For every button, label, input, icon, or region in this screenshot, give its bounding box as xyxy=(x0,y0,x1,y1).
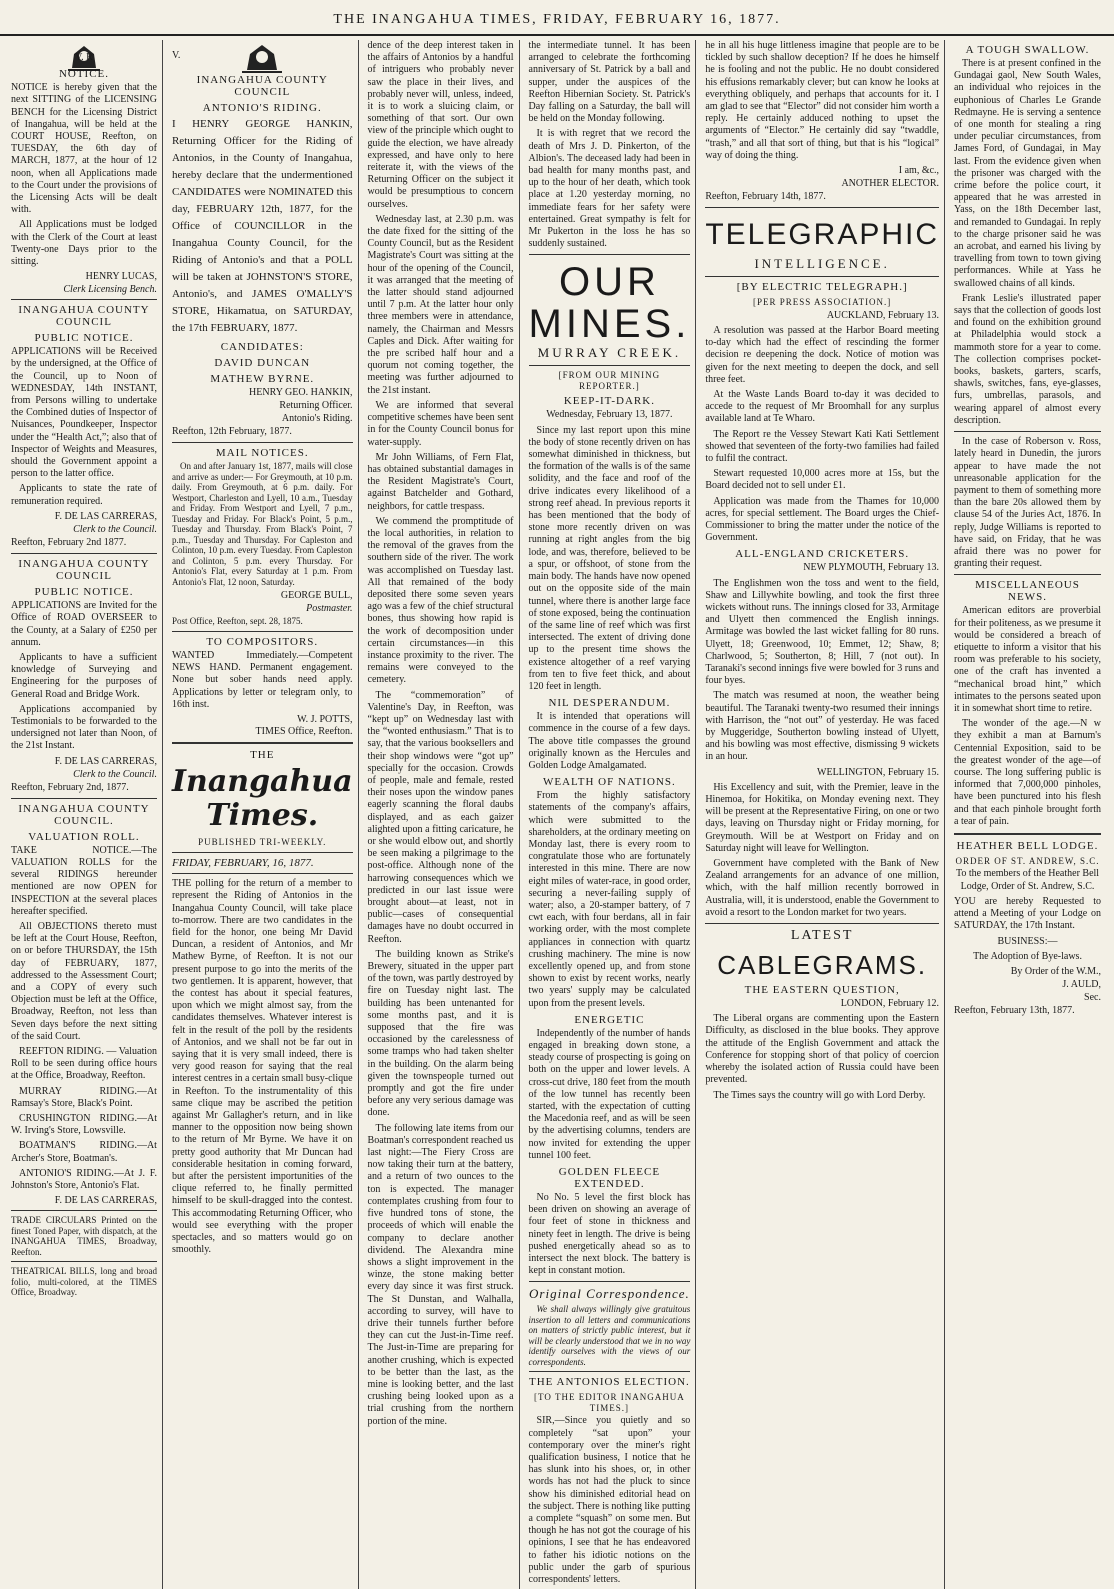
wellington-dateline: WELLINGTON, February 15. xyxy=(817,766,940,778)
murray-creek-heading: MURRAY CREEK. xyxy=(537,345,682,361)
lodge-date: Reefton, February 13th, 1877. xyxy=(954,1004,1075,1016)
lodge-secretary-title: Sec. xyxy=(1084,991,1101,1003)
electric-telegraph-label: [BY ELECTRIC TELEGRAPH.] xyxy=(736,281,908,294)
obituary-paragraph: It is with regret that we record the death of Mrs J. D. Pinkerton, of the Albion's. The deceased lady had been in bad health for many months past, and up to the hour of her death, which took place at 1.20 yesterday morning, no immediate fears for her safety were entertained. Great sympathy is felt for Mr Pukerton in the loss he has so suddenly sustained. xyxy=(528,128,691,250)
lodge-adoption: The Adoption of Bye-laws. xyxy=(973,950,1082,962)
wanted-signature: W. J. POTTS, xyxy=(297,713,353,725)
wellington-body: His Excellency and suit, with the Premier, leave in the Hinemoa, for Hokitika, on Monday evening next. They will be present at the Representative Firing, on one or two days, leaving on Thursday night or Friday morning, for Greymouth. Will be at Westport on Friday and on Saturday night will leave for Wellington. xyxy=(705,781,940,854)
tough-swallow-body: There is at present confined in the Gundagai gaol, New South Wales, an individual who rejoices in the euphonious of Charles Le Grande Redmayne. He is serving a sentence of one month for stealing a ring under peculiar circumstances, from James Ford, of Gundagai, in May last. From the evidence given when the prisoner was charged with the crime before the police court, it appeared that he was arrested in Yass, on the 18th December last, and remanded to Gundagai. In reply to the charge prisoner said he was an acrobat, and earned his living by travelling from town to town giving performances. While at Yass he swallowed chains of all kinds. xyxy=(954,58,1101,289)
boatmans-items-paragraph: The following late items from our Boatman's correspondent reached us last night:—The Fiery Cross are now taking their turn at the battery, and a return of two ounces to the ton is expected. The manager contemplates crushing from four to five hundred tons of stone, the proceeds of which will enable the company to declare another dividend. The Alexandra mine shows a slight improvement in the winze, the stone making better every day since it was first struck. The St Dunstan, and Walhalla, according to survey, will have to drive their tunnels further before they can cut the Just-in-Time reef. The Just-in-Time are preparing for another crushing, which is expected to be better than the last, as the mine is looking better, and the last crushing being looked upon as a trial crushing from the northern portion of the mine. xyxy=(367,1122,514,1427)
postmaster-name: GEORGE BULL, xyxy=(280,590,353,602)
public-notice-body: APPLICATIONS will be Received by the undersigned, at the Office of the Council, up to Noon of WEDNESDAY, 14th INSTANT, from Persons willing to undertake the Combined duties of Inspector of Nuisances, Poundkeeper, Inspector under the “Health Act,”; also that of Inspector of Weights and Measures, should the Government appoint a person to the latter office. xyxy=(11,346,157,480)
council-heading-3: INANGAHUA COUNTY COUNCIL. xyxy=(18,802,150,827)
theatrical-bills-ad: THEATRICAL BILLS, long and broad folio, multi-colored, at the TIMES Office, Broadway. xyxy=(11,1266,157,1298)
vessey-body: The Report re the Vessey Stewart Kati Kati Settlement showed that seventeen of the forty-two families had failed to fulfil the contract. xyxy=(705,428,940,464)
correspondence-heading: Original Correspondence. xyxy=(529,1286,690,1302)
mail-notices-heading: MAIL NOTICES. xyxy=(215,447,309,460)
london-body: The Liberal organs are commenting upon the Eastern Difficulty, as disclosed in the blue books. They approve the attitude of the English Government and attack the Conference for stopping short of that policy of coercion whereby the isolated action of Russia could have been prevented. xyxy=(705,1013,940,1086)
letter-closing: I am, &c., xyxy=(898,165,940,177)
golden-fleece-heading: GOLDEN FLEECE EXTENDED. xyxy=(558,1166,661,1191)
lodge-members-line: To the members of the Heather Bell Lodge, Order of St. Andrew, S.C. xyxy=(955,868,1100,892)
divider xyxy=(172,631,353,632)
miscellaneous-body: American editors are proverbial for their politeness, as we presume it would be considered a breach of etiquette to inform a visitor that his room was preferable to his society, one of the craft has invented a “mechanical broad hint,” which intimates to the persons seated upon it in somewhat short time to retire. xyxy=(954,605,1101,714)
wonder-of-age-body: The wonder of the age.—N w they exhibit a man at Barnum's Centennial Exposition, said to be the greatest wonder of the age—of course. The long suffering public is informed that 7,000,000 pinholes, have been punctured into his flesh and that each pinhole brought forth a tear of pain. xyxy=(954,718,1101,827)
our-mines-heading: OUR MINES. xyxy=(528,260,691,347)
council-heading: INANGAHUA COUNTY COUNCIL xyxy=(196,74,328,99)
wanted-ad: WANTED Immediately.—Competent NEWS HAND. Permanent engagement. None but sober hands need apply. Applications by letter or telegram only, to 16th inst. xyxy=(171,649,353,710)
riding-item: CRUSHINGTON RIDING.—At W. Irving's Store, Lowsville. xyxy=(11,1113,157,1137)
lodge-meeting-notice: YOU are hereby Requested to attend a Meeting of your Lodge on SATURDAY, the 17th Instant. xyxy=(954,895,1101,932)
public-notice-date: Reefton, February 2nd 1877. xyxy=(11,536,127,548)
issue-dateline: FRIDAY, FEBRUARY, 16, 1877. xyxy=(171,856,314,869)
energetic-heading: ENERGETIC xyxy=(574,1013,645,1026)
road-overseer-signature-title: Clerk to the Council. xyxy=(73,768,157,780)
lodge-by-order: By Order of the W.M., xyxy=(1010,965,1101,977)
divider xyxy=(529,1371,691,1372)
columns xyxy=(8,40,1106,1586)
thames-body: Application was made from the Thames for 10,000 acres, for special settlement. The Board urges the Chief-Commissioner to bring the matter under the notice of the Government. xyxy=(705,495,940,544)
antonios-election-heading: THE ANTONIOS ELECTION. xyxy=(529,1376,690,1389)
keep-it-dark-date: Wednesday, February 13, 1877. xyxy=(546,409,673,421)
lodge-business: BUSINESS:— xyxy=(997,935,1058,947)
divider xyxy=(11,553,157,554)
heather-bell-heading: HEATHER BELL LODGE. xyxy=(956,839,1099,852)
candidate-1: DAVID DUNCAN xyxy=(214,357,311,370)
waste-lands-body: At the Waste Lands Board to-day it was decided to accede to the request of Mr Broomhall for any surplus available land at Te Wharo. xyxy=(705,388,940,425)
st-patrick-paragraph: the intermediate tunnel. It has been arranged to celebrate the forthcoming anniversary of St. Patrick by a ball and supper, under the auspices of the Reefton Hibernian Society. St. Patrick's Day falling on a Saturday, the ball will be held on the Monday following. xyxy=(528,40,691,125)
water-supply-paragraph: We are informed that several competitive schemes have been sent in for the County Council bonus for water-supply. xyxy=(367,399,514,448)
divider xyxy=(172,852,353,853)
cricket-body: The Englishmen won the toss and went to the field, Shaw and Lillywhite bowling, and took the first three wickets without runs. The innings closed for 33, Armitage and Ulyett then commenced the English innings. Armitage was bowled the last wicket falling for 80 runs. Ulyett, 18; Greenwood, 10; Emmet, 12; Shaw, 8; Charlwood, 5; Southerton, 8; Hill, 7 (not out). In Taranaki's second innings five were bowled for 3 runs and four byes. xyxy=(705,577,940,687)
public-notice-signature: F. DE LAS CARRERAS, xyxy=(54,510,157,522)
riding-heading: ANTONIO'S RIDING. xyxy=(202,102,322,115)
valuation-body: TAKE NOTICE.—The VALUATION ROLLS for the several RIDINGS hereunder mentioned are now OPEN for INSPECTION at the several places hereafter specified. xyxy=(11,844,157,917)
post-office-date: Post Office, Reefton, sept. 28, 1875. xyxy=(171,616,303,627)
intelligence-heading: INTELLIGENCE. xyxy=(754,256,890,272)
compositors-heading: TO COMPOSITORS. xyxy=(206,635,319,648)
vr-label: V. R xyxy=(75,52,93,63)
divider xyxy=(705,207,939,208)
nomination-date: Reefton, 12th February, 1877. xyxy=(171,426,292,438)
wanted-signature-office: TIMES Office, Reefton. xyxy=(255,725,353,737)
eastern-question-heading: THE EASTERN QUESTION, xyxy=(744,984,900,997)
divider xyxy=(172,442,353,443)
keep-it-dark-heading: KEEP-IT-DARK. xyxy=(563,395,655,408)
divider xyxy=(172,873,353,874)
returning-officer-title: Returning Officer. xyxy=(279,400,353,412)
press-association-label: [PER PRESS ASSOCIATION.] xyxy=(753,297,892,308)
correspondence-note: We shall always willingly give gratuitous insertion to all letters and communications on matters of strictly public interest, but it will be clearly understood that we in no way identify ourselves with the views of our correspondents. xyxy=(528,1304,691,1367)
leader-article: THE polling for the return of a member to represent the Riding of Antonios in the Inangahua County Council, will take place to-morrow. There are two candidates in the field for the honor, one being Mr David Duncan, a resident of Antonios, and Mr Mathew Byrne, of Reefton. It is not our present purpose to go into the merits of the two gentlemen. It is apparent, however, that the contest has about it special features, upon which we might almost say, from the candidates themselves. Whatever interest is felt in the result of the poll by the residents of Antonios, and we shall not be far out in saying that it is very small indeed, there is very good reason for saying that the real interest centres in a certain small busy-clique in Reefton. To the instrumentality of this same clique may be ascribed the petition against Mr Gallagher's return, and in like manner to the opposition now being shown to the return of Mr Byrne. We have it on pretty good authority that Mr Duncan had considerable hesitation in coming forward, but after the persistent importunities of the clique referred to, he finally permitted himself to be skull-dragged into the contest. This accommodating Returning Officer, who would see everything with the proper spectacles, and so matters would go on smoothly. xyxy=(171,878,353,1256)
cricket-match-body: The match was resumed at noon, the weather being beautiful. The Taranaki twenty-two resumed their innings with Harrison, the “not out” of yesterday. He was faced by Muggeridge, Southerton bowling instead of Ulyett, and his bowling was most effective, dismissing 9 wickets in an hour. xyxy=(705,690,940,763)
wealth-of-nations-heading: WEALTH OF NATIONS. xyxy=(543,776,676,789)
government-loan-body: Government have completed with the Bank of New Zealand arrangements for an advance of one million, which, with the half million recently borrowed in Australia, will, it is understood, enable the Government to avoid a resort to the London market for two years. xyxy=(705,858,940,918)
v-label: V. xyxy=(171,50,181,61)
column-6 xyxy=(951,40,1106,1589)
divider xyxy=(11,798,157,799)
notice-body-2: All Applications must be lodged with the Clerk of the Court at least Twenty-one Days prior to the sitting. xyxy=(11,219,157,268)
valuation-heading: VALUATION ROLL. xyxy=(28,830,140,843)
telegraphic-heading: TELEGRAPHIC xyxy=(705,218,940,252)
divider xyxy=(529,254,691,255)
letter-signature: ANOTHER ELECTOR. xyxy=(841,178,940,190)
leader-article-continued: dence of the deep interest taken in the affairs of Antonios by a handful of intriguers who probably never saw the place in their lives, and probably never will, unless, indeed, it is to work a sluicing claim, or something of that sort. Our own view of the principle which ought to guide the election, we have already expressed, and have only to here reiterate it, with the views of the Returning Officer on the subject it would be presumptious to concern ourselves. xyxy=(367,40,514,210)
road-overseer-body-2: Applicants to have a sufficient knowledge of Surveying and Engineering for the purposes of General Road and Bridge Work. xyxy=(11,651,157,700)
returning-officer-riding: Antonio's Riding. xyxy=(281,413,353,425)
postmaster-title: Postmaster. xyxy=(306,603,353,615)
cattle-trespass-paragraph: Mr John Williams, of Fern Flat, has obtained substantial damages in the Resident Magistrate's Court, against Batchelder and Gothard, neighbors, for cattle trespass. xyxy=(367,451,514,512)
riding-item: BOATMAN'S RIDING.—At Archer's Store, Boatman's. xyxy=(11,1140,157,1164)
valuation-body-2: All OBJECTIONS thereto must be left at the Court House, Reefton, on or before THURSDAY, the 15th day of FEBRUARY, 1877, addressed to the Assessment Court; and a COPY of every such Objection must be left at the Office, Broadway, Reefton, not less than Seven days before the next sitting of the said Court. xyxy=(11,920,157,1042)
stewart-body: Stewart requested 10,000 acres more at 15s, but the Board decided not to sell under £1. xyxy=(705,468,940,492)
divider xyxy=(529,1281,691,1282)
new-plymouth-dateline: NEW PLYMOUTH, February 13. xyxy=(803,562,940,574)
order-label: ORDER OF ST. ANDREW, S.C. xyxy=(955,855,1100,866)
auckland-dateline: AUCKLAND, February 13. xyxy=(826,309,940,321)
divider xyxy=(11,299,157,300)
latest-heading: LATEST xyxy=(790,928,854,944)
divider xyxy=(954,574,1101,575)
divider xyxy=(11,1210,157,1211)
letter-continued: he in all his huge littleness imagine that people are to be tickled by such shallow deception? If he does he himself he is fooling and not the public. He no doubt considered his effusions remarkably clever; but can know he looks at everything obliquely, and perhaps that accounts for it. I am glad to see that “Elector” did not consider him worth a reply. He certainly adduced nothing to upset the arguments of “Elector.” He certainly did say “twaddle, “trash,” and all that sort of thing, but that is his “logical” way of doing the thing. xyxy=(705,40,940,161)
notice-body: NOTICE is hereby given that the next SITTING of the LICENSING BENCH for the Licensing District of Inangahua, will be held at the COURT HOUSE, Reefton, on TUESDAY, the 6th day of MARCH, 1877, at the hour of 12 noon, when all Applications made to the Court under the provisions of the Licensing Acts will be dealt with. xyxy=(11,82,157,216)
nomination-body: I HENRY GEORGE HANKIN, Returning Officer for the Riding of Antonios, in the County of Inangahua, hereby declare that the undermentioned CANDIDATES were NOMINATED this day, FEBRUARY 12th, 1877, for the Office of COUNCILLOR in the Inangahua County Council, for the Riding of Antonio's and that a POLL will be taken at JOHNSTON'S STORE, Antonio's, and JAMES O'MALLY'S STORE, Hikamatua, on SATURDAY, the 17th FEBRUARY, 1877. xyxy=(171,118,353,335)
column-3 xyxy=(365,40,520,1589)
nil-desperandum-body: It is intended that operations will commence in the course of a few days. The above title compasses the ground originally known as the Hercules and Golden Lodge Amalgamated. xyxy=(528,711,691,771)
road-overseer-body-3: Applications accompanied by Testimonials to be forwarded to the undersigned not later than Noon, of the 21st Instant. xyxy=(11,703,157,752)
jurors-paragraph: In the case of Roberson v. Ross, lately heard in Dunedin, the jurors appear to have made the not unreasonable application for the payment to them of something more than the bare 20s allowed them by clause 54 of the Juries Act, 1876. In reply, Judge Williams is reported to have said, on Friday, that he was afraid there was no power for granting their request. xyxy=(954,436,1101,570)
road-overseer-signature: F. DE LAS CARRERAS, xyxy=(54,755,157,767)
divider xyxy=(529,365,691,366)
graves-paragraph: We commend the promptitude of the local authorities, in relation to the removal of the graves from the southern side of the river. The work was accomplished on Tuesday last. All that remained of the body deposited there some seven years ago was a few of the chief structural bones, thus showing how rapid is the work of decomposition under certain circumstances—in this instance proximity to the river. The remains were conveyed to the cemetery. xyxy=(367,515,514,686)
valentine-paragraph: The “commemoration” of Valentine's Day, in Reefton, was “kept up” on Wednesday last with the “wonted enthusiasm.” That is to say, that the various booksellers and their shop windows were “got up” specially for the occasion. Crowds of people, male and female, rested their noses upon the window panes eagerly scanning the floral daubs displayed, and as each gaizer alighted upon a fitting caricature, he or she would elbow out, and shortly be seen making a pilgrimage to the post-office. Although none of the harrowing consequences which we predicted in our last issue were brought about—at least, not in public—cases of consequential damages have no doubt occurred in Reefton. xyxy=(367,689,514,945)
published-tri-weekly: PUBLISHED TRI-WEEKLY. xyxy=(198,837,327,848)
road-overseer-body: APPLICATIONS are Invited for the Office of ROAD OVERSEER to the County, at a Salary of £250 per annum. xyxy=(11,600,157,648)
column-4 xyxy=(526,40,697,1589)
public-notice-heading: PUBLIC NOTICE. xyxy=(34,332,134,345)
candidate-2: MATHEW BYRNE. xyxy=(210,373,315,386)
column-2 xyxy=(169,40,359,1589)
road-overseer-date: Reefton, February 2nd, 1877. xyxy=(11,781,129,793)
letter-date: Reefton, February 14th, 1877. xyxy=(705,191,826,203)
cablegrams-heading: CABLEGRAMS. xyxy=(717,950,928,981)
to-editor-label: [TO THE EDITOR INANGAHUA TIMES.] xyxy=(534,1392,685,1413)
letter-body: SIR,—Since you quietly and so completely “sat upon” your contemporary over the miner's right qualification business, I notice that he has slunk into his shoes, or, in other words has not had the pluck to since show his diminished editorial head on the subject. There is nothing like putting a complete “squash” on some men. But though he has not got the courage of his opinions, I see that he has endeavored to father his idiotic notions on the public under the garb of spurious correspondents' letters. xyxy=(528,1415,691,1586)
cricketers-heading: ALL-ENGLAND CRICKETERS. xyxy=(735,548,910,561)
notice-signature-title: Clerk Licensing Bench. xyxy=(63,284,157,296)
nil-desperandum-heading: NIL DESPERANDUM. xyxy=(548,697,671,710)
brewery-fire-paragraph: The building known as Strike's Brewery, situated in the upper part of the town, was partly destroyed by fire on Tuesday night last. The building has been untenanted for some months past, and it is supposed that the fire was occasioned by the carelessness of some tramps who had taken shelter in the building. On the alarm being given the townspeople turned out promptly and got the fire under before any very serious damage was done. xyxy=(367,948,514,1119)
wealth-of-nations-body: From the highly satisfactory statements of the company's affairs, which were submitted to the shareholders, at the ordinary meeting on Monday last, there is every room to congratulate those who are fortunately interested in this mine. There are now eight miles of water-race, in good order, securing a never-failing supply of water; also, a 20-stamper battery, of 7 cwt each, with four berdans, all in fair working order, with the most complete appliances in connection with quartz crushing machinery. The mine is now excellently opened up, and from stone shown to exist by recent works, nearly two years' supply may be calculated upon from the present levels. xyxy=(528,790,691,1009)
riding-item: REEFTON RIDING. — Valuation Roll to be seen during office hours at the Office, Broadway, Reefton. xyxy=(11,1045,157,1082)
auckland-body: A resolution was passed at the Harbor Board meeting to-day which had the effect of rescinding the former decision re deepening the dock. Notice of motion was given for the next meeting to deepen the dock, and sell three feet. xyxy=(705,324,940,385)
column-1 xyxy=(8,40,163,1589)
masthead xyxy=(0,0,1114,36)
mining-reporter-label: [FROM OUR MINING REPORTER.] xyxy=(558,370,661,391)
public-notice-signature-title: Clerk to the Council. xyxy=(73,523,157,535)
riding-item: MURRAY RIDING.—At Ramsay's Store, Black's Point. xyxy=(11,1085,157,1109)
notice-title: NOTICE. xyxy=(58,68,110,81)
divider xyxy=(172,742,353,744)
london-dateline: LONDON, February 12. xyxy=(840,998,940,1010)
notice-signature: HENRY LUCAS, xyxy=(85,271,157,283)
divider xyxy=(705,276,939,277)
public-notice-body-2: Applicants to state the rate of remuneration required. xyxy=(11,483,157,507)
valuation-signature: F. DE LAS CARRERAS, xyxy=(54,1195,157,1207)
masthead-title: THE INANGAHUA TIMES, FRIDAY, FEBRUARY 16, 1877. xyxy=(333,12,781,27)
times-body: The Times says the country will go with Lord Derby. xyxy=(713,1089,926,1101)
riding-item: ANTONIO'S RIDING.—At J. F. Johnston's Store, Antonio's Flat. xyxy=(11,1167,157,1192)
paper-title: Inangahua Times. xyxy=(171,764,353,834)
public-notice-heading-2: PUBLIC NOTICE. xyxy=(34,586,134,599)
divider xyxy=(954,833,1101,835)
candidates-heading: CANDIDATES: xyxy=(220,341,304,354)
lost-and-found-body: Frank Leslie's illustrated paper says that the collection of goods lost and found on the exhibition ground at Philadelphia would stock a mammoth store for a year to come. The collection comprises pocket-books, baskets, garters, scarfs, shawls, switches, fans, eye-glasses, furs, umbrellas, parasols, and wearing apparel of almost every description. xyxy=(954,292,1101,426)
tough-swallow-heading: A TOUGH SWALLOW. xyxy=(965,44,1090,56)
council-heading: INANGAHUA COUNTY COUNCIL xyxy=(18,304,150,329)
county-council-paragraph: Wednesday last, at 2.30 p.m. was the date fixed for the sitting of the County Council, but as the Resident Magistrate's Court was sitting at the hour of the opening of the Council, it was arranged that the meeting of the latter should stand adjourned until 7 p.m. At the latter hour only three members were in attendance, namely, the Chairman and Messrs Caples and Dick. After waiting for the pre scribed half hour and a quorum not coming together, the meeting was further adjourned to the 21st instant. xyxy=(367,213,514,396)
paper-title-the: THE xyxy=(250,749,275,762)
keep-it-dark-body: Since my last report upon this mine the body of stone recently driven on has somewhat diminished in thickness, but the formation of the walls is of the same solidity, and the face and roof of the drive indicates every likelihood of a strong reef ahead. In previous reports it has been mentioned that the body of stone more recently driven on was running at right angles from the big lode, and was, therefore, believed to be a spur, or offshoot, of stone from the main body. The hands have now opened out on the opposite side of the main tunnel, where there is another large face of stone exposed, being the continuation of the same line of reef which was first intersected. The extent of driving done up to the present time shows the existence altogether of a reef varying from ten to five feet thick, and about 120 feet in length. xyxy=(528,424,691,692)
energetic-body: Independently of the number of hands engaged in breaking down stone, a steady course of prospecting is going on both on the upper and lower levels. A cross-cut drive, 180 feet from the mouth of the low tunnel has recently been started, with the expectation of cutting the Macedonia reef, and as will be seen by the advertising columns, tenders are now invited for extending the upper tunnel 100 feet. xyxy=(528,1027,691,1161)
divider xyxy=(11,1261,157,1262)
council-heading-2: INANGAHUA COUNTY COUNCIL xyxy=(18,558,150,583)
mail-notices-body: On and after January 1st, 1877, mails will close and arrive as under:— For Greymouth, at 10 p.m. daily. From Greymouth, at 6 p.m. daily. For Westport, Charleston and Lyell, 10 a.m., Tuesday and Friday. From Westport and Lyell, 7 p.m., Tuesday and Friday. For Black's Point, 5 p.m., Tuesday and Thursday. From Black's Point, 7 p.m., Tuesday and Thursday. For Capleston and Colinton, 10 p.m. every Tuesday. From Capleston and Colinton, 5 p.m. every Thursday. For Antonio's Flat, every Saturday at 1 p.m. From Antonio's Flat, 12 noon, Saturday. xyxy=(171,461,353,587)
golden-fleece-body: No No. 5 level the first block has been driven on showing an average of four feet of stone in thickness and ninety feet in length. The drive is being pushed energetically ahead so as to intersect the next block. The battery is kept in constant motion. xyxy=(528,1192,691,1277)
divider xyxy=(954,431,1101,432)
returning-officer-name: HENRY GEO. HANKIN, xyxy=(249,387,353,399)
divider xyxy=(705,923,939,924)
lodge-secretary: J. AULD, xyxy=(1062,978,1101,990)
miscellaneous-heading: MISCELLANEOUS NEWS. xyxy=(975,579,1080,604)
trade-circulars-ad: TRADE CIRCULARS Printed on the finest Toned Paper, with dispatch, at the INANGAHUA TIMES, Broadway, Reefton. xyxy=(11,1215,157,1257)
column-5 xyxy=(702,40,945,1589)
